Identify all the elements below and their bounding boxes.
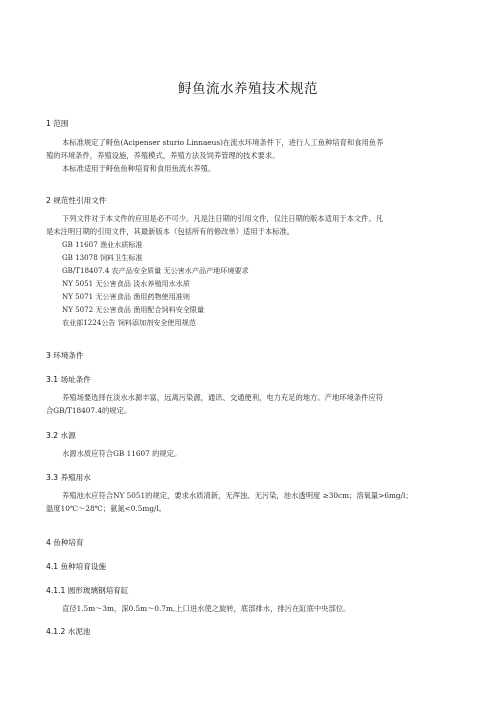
section-2-paragraph-line: 下列文件对于本文件的应用是必不可少。凡是注日期的引用文件，仅注日期的版本适用于本文件。凡 <box>62 214 384 223</box>
section-3-3-heading: 3.3 养殖用水 <box>46 473 91 482</box>
reference-item: 农业部1224公告 饲料添加剂安全使用规范 <box>62 318 196 327</box>
reference-item: GB 13078 饲料卫生标准 <box>62 253 143 262</box>
section-4-1-1-heading: 4.1.1 圆形玻璃钢培育缸 <box>46 586 129 595</box>
reference-item: NY 5051 无公害食品 淡水养殖用水水质 <box>62 279 190 288</box>
reference-item: GB/T18407.4 农产品安全质量 无公害水产品产地环境要求 <box>62 266 249 275</box>
section-4-heading: 4 鱼种培育 <box>46 538 84 547</box>
section-3-1-paragraph-line: 合GB/T18407.4的规定。 <box>46 406 132 415</box>
section-4-1-1-paragraph: 直径1.5m～3m，深0.5m～0.7m,上口进水使之旋转，底部排水，排污在缸底中央部位。 <box>62 604 351 613</box>
section-2-paragraph-line: 是未注明日期的引用文件，其最新版本（包括所有的修改单）适用于本标准。 <box>46 227 295 236</box>
section-4-1-heading: 4.1 鱼种培育设施 <box>46 562 107 571</box>
section-3-heading: 3 环境条件 <box>46 351 84 360</box>
section-3-3-paragraph-line: 温度10℃～28℃；氨氮<0.5mg/l。 <box>46 504 167 513</box>
section-4-1-2-heading: 4.1.2 水泥池 <box>46 627 91 636</box>
section-3-2-paragraph: 水源水质应符合GB 11607 的规定。 <box>62 449 182 458</box>
section-3-1-paragraph-line: 养殖场要选择在淡水水源丰富，远离污染源，通讯、交通便利，电力充足的地方。产地环境条件应符 <box>62 393 384 402</box>
section-3-3-paragraph-line: 养殖池水应符合NY 5051的规定，要求水质清新，无浑浊、无污染，池水透明度 ≥30cm；溶氧量>6mg/l； <box>62 491 413 500</box>
section-1-scope-paragraph: 本标准适用于鲟鱼鱼种培育和食用鱼流水养殖。 <box>62 164 216 173</box>
document-title: 鲟鱼流水养殖技术规范 <box>178 81 318 97</box>
section-1-paragraph-line: 本标准规定了鲟鱼(Acipenser sturio Linnaeus)在流水环境条件下，进行人工鱼种培育和食用鱼养 <box>62 138 384 147</box>
reference-item: GB 11607 渔业水质标准 <box>62 240 143 249</box>
section-2-heading: 2 规范性引用文件 <box>46 196 107 205</box>
reference-item: NY 5071 无公害食品 渔用药物使用准则 <box>62 292 190 301</box>
section-1-paragraph-line: 殖的环境条件，养殖设施，养殖模式，养殖方法及饲养管理的技术要求。 <box>46 151 280 160</box>
section-1-heading: 1 范围 <box>46 119 69 128</box>
reference-item: NY 5072 无公害食品 渔用配合饲料安全限量 <box>62 305 205 314</box>
section-3-2-heading: 3.2 水源 <box>46 431 76 440</box>
section-3-1-heading: 3.1 场址条件 <box>46 375 91 384</box>
